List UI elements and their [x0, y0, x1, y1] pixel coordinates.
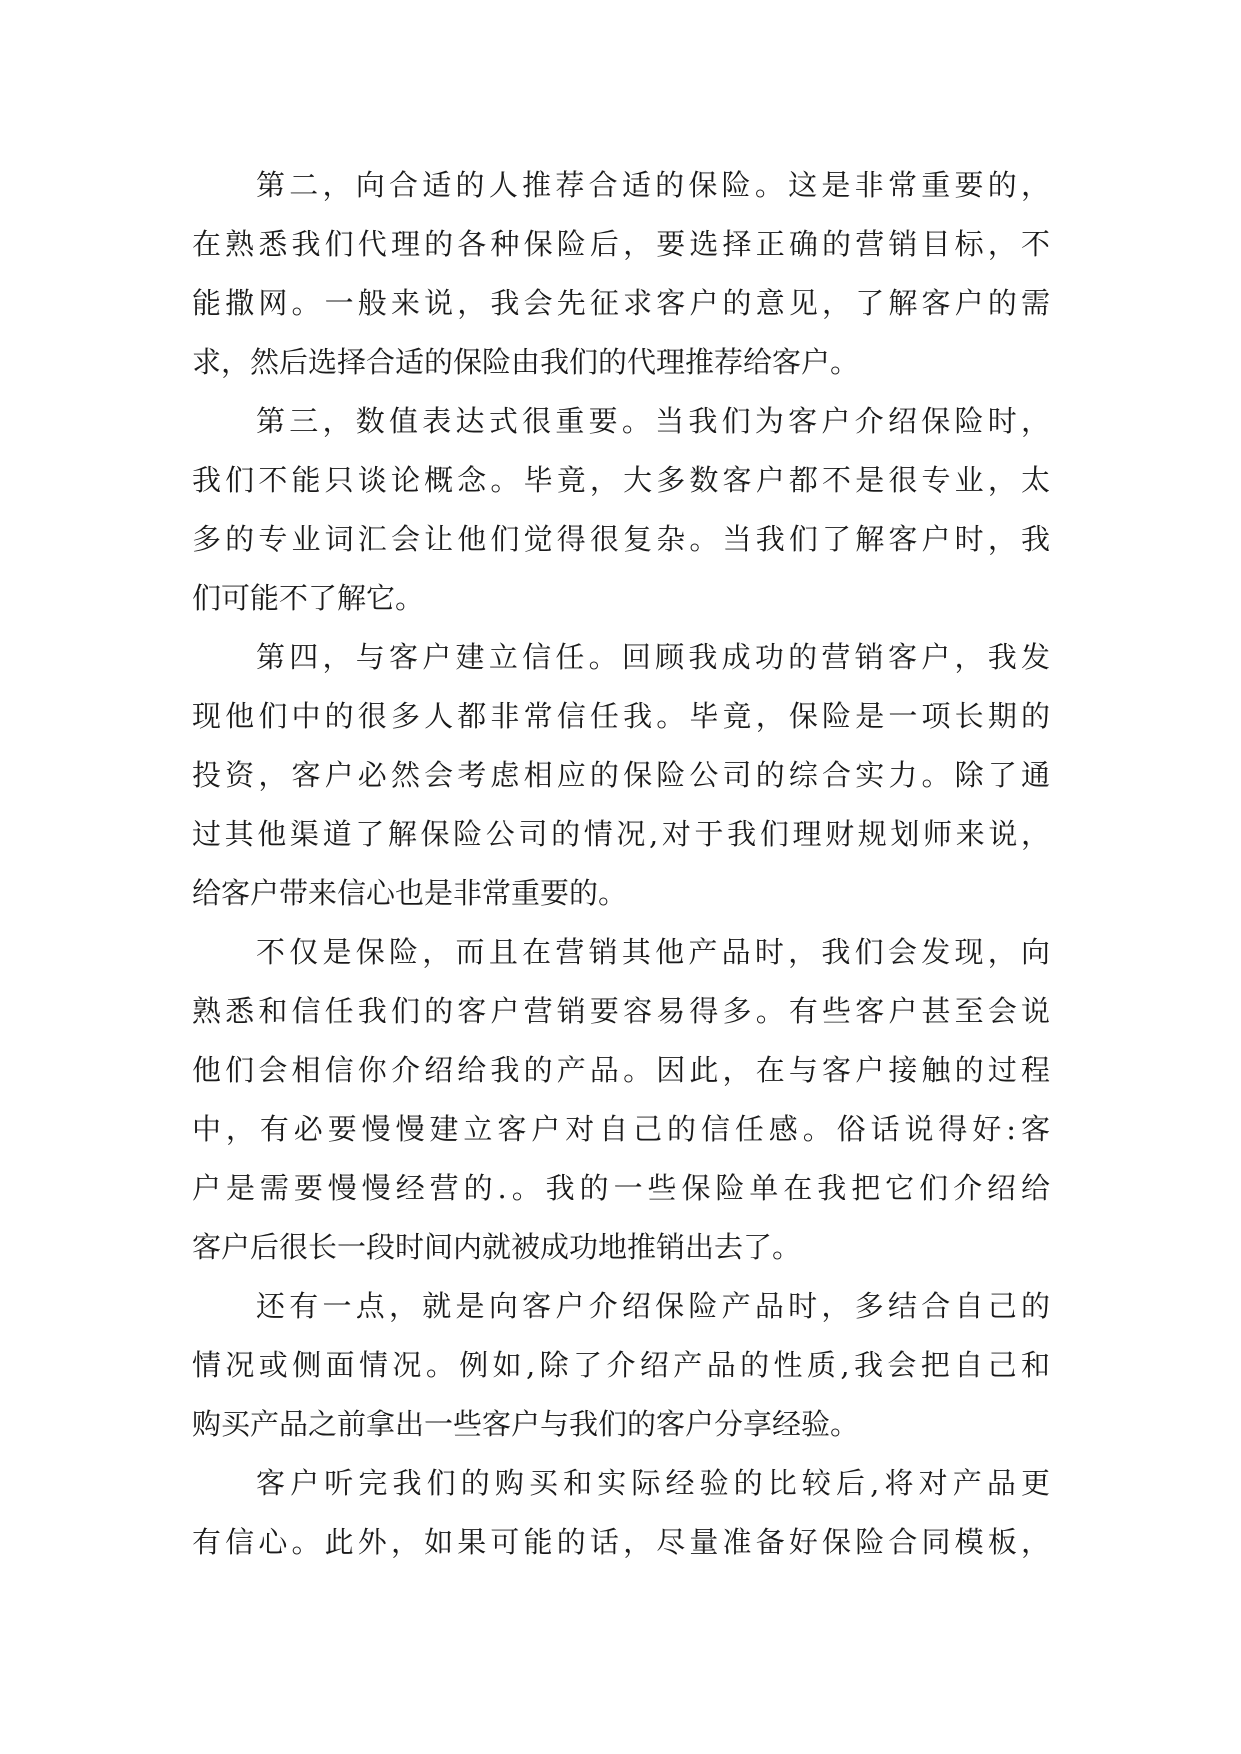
- text-line: 能撒网。一般来说，我会先征求客户的意见，了解客户的需: [192, 286, 1050, 320]
- paragraph: [192, 1277, 1050, 1454]
- text-line: 们可能不了解它。: [192, 581, 425, 615]
- text-line: 在熟悉我们代理的各种保险后，要选择正确的营销目标，不: [192, 227, 1050, 261]
- text-line: 求，然后选择合适的保险由我们的代理推荐给客户。: [192, 345, 860, 379]
- text-line: 购买产品之前拿出一些客户与我们的客户分享经验。: [192, 1407, 860, 1441]
- text-line: 情况或侧面情况。例如,除了介绍产品的性质,我会把自己和: [192, 1348, 1050, 1382]
- document-body: [192, 156, 1050, 1572]
- text-line: 第二，向合适的人推荐合适的保险。这是非常重要的，: [256, 168, 1050, 202]
- text-line: 中，有必要慢慢建立客户对自己的信任感。俗话说得好:客: [192, 1112, 1050, 1146]
- text-line: 我们不能只谈论概念。毕竟，大多数客户都不是很专业，太: [192, 463, 1050, 497]
- text-line: 多的专业词汇会让他们觉得很复杂。当我们了解客户时，我: [192, 522, 1050, 556]
- paragraph: [192, 628, 1050, 923]
- text-line: 他们会相信你介绍给我的产品。因此，在与客户接触的过程: [192, 1053, 1050, 1087]
- text-line: 过其他渠道了解保险公司的情况,对于我们理财规划师来说，: [192, 817, 1050, 851]
- paragraph: [192, 392, 1050, 628]
- text-line: 投资，客户必然会考虑相应的保险公司的综合实力。除了通: [192, 758, 1050, 792]
- text-line: 熟悉和信任我们的客户营销要容易得多。有些客户甚至会说: [192, 994, 1050, 1028]
- text-line: 不仅是保险，而且在营销其他产品时，我们会发现，向: [256, 935, 1050, 969]
- text-line: 客户后很长一段时间内就被成功地推销出去了。: [192, 1230, 802, 1264]
- text-line: 户是需要慢慢经营的.。我的一些保险单在我把它们介绍给: [192, 1171, 1050, 1205]
- text-line: 客户听完我们的购买和实际经验的比较后,将对产品更: [256, 1466, 1050, 1500]
- text-line: 给客户带来信心也是非常重要的。: [192, 876, 628, 910]
- paragraph: [192, 156, 1050, 392]
- paragraph: [192, 1454, 1050, 1572]
- text-line: 第四，与客户建立信任。回顾我成功的营销客户，我发: [256, 640, 1050, 674]
- text-line: 还有一点，就是向客户介绍保险产品时，多结合自己的: [256, 1289, 1050, 1323]
- text-line: 现他们中的很多人都非常信任我。毕竟，保险是一项长期的: [192, 699, 1050, 733]
- text-line: 有信心。此外，如果可能的话，尽量准备好保险合同模板，: [192, 1525, 1050, 1559]
- paragraph: [192, 923, 1050, 1277]
- text-line: 第三，数值表达式很重要。当我们为客户介绍保险时，: [256, 404, 1050, 438]
